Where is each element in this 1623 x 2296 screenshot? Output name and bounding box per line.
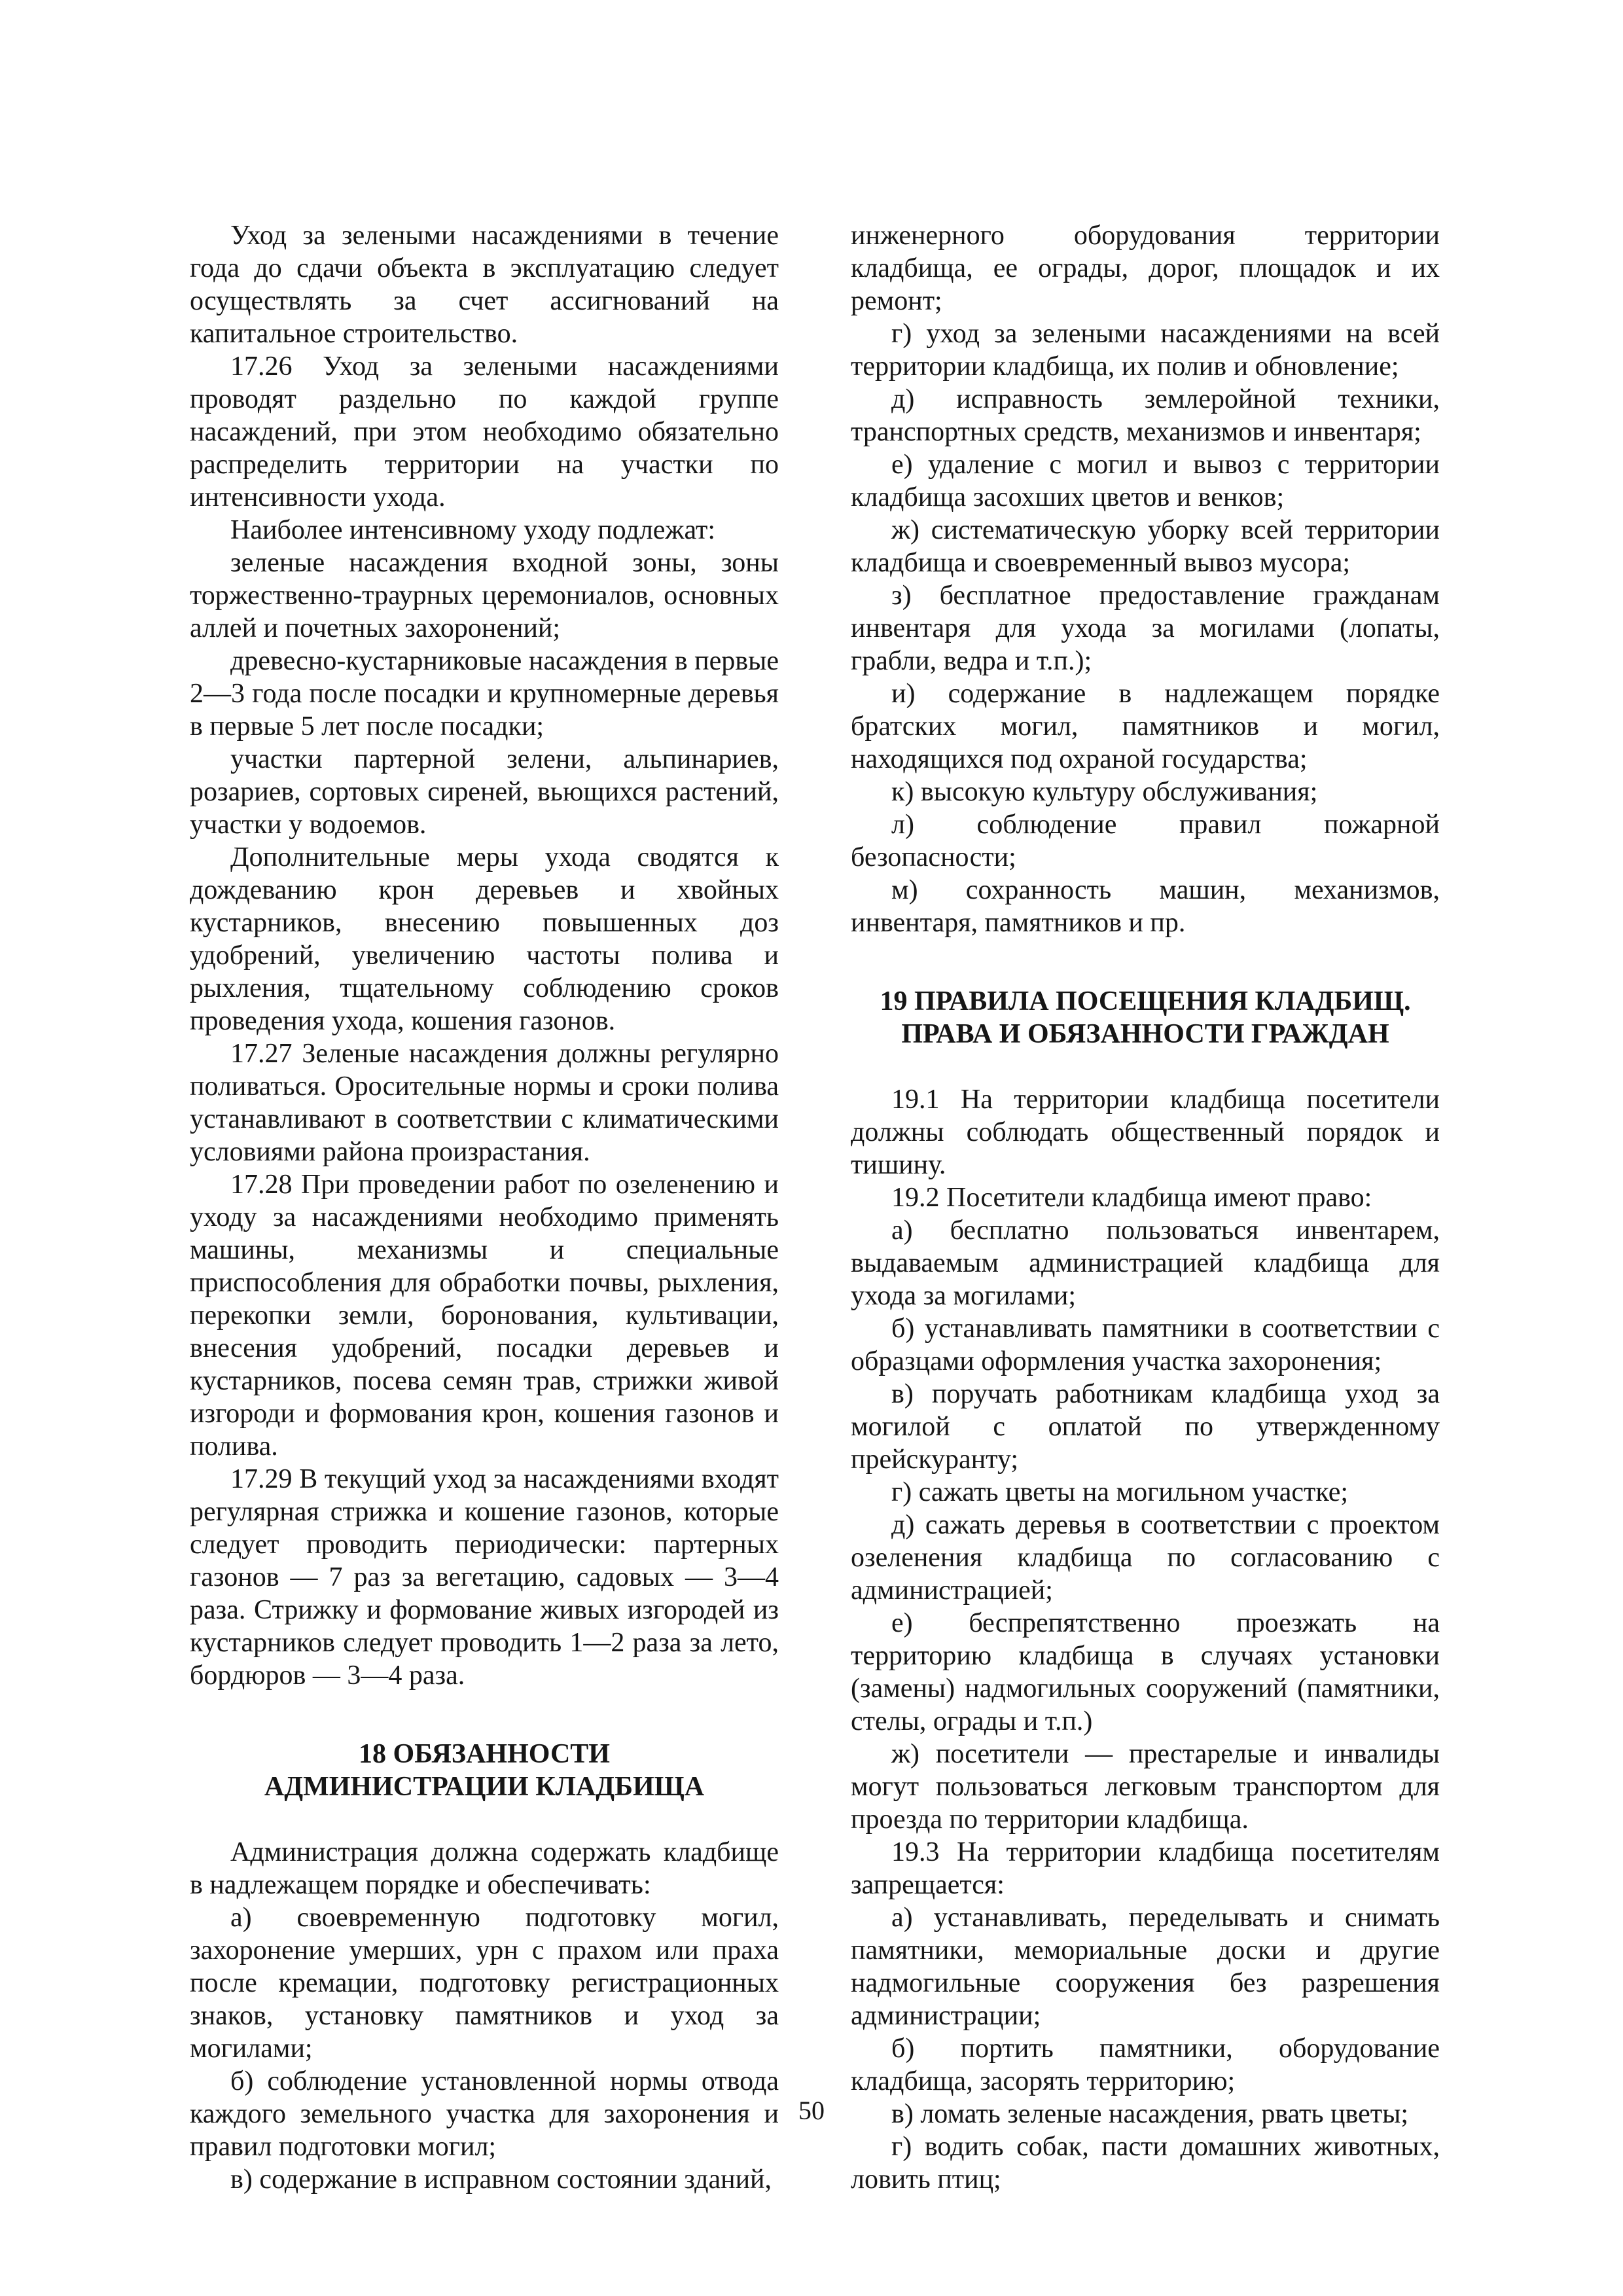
paragraph: м) сохранность машин, механизмов, инвентаря, памятников и пр. xyxy=(851,875,1440,938)
paragraph: б) соблюдение установленной нормы отвода каждого земельного участка для захоронения и правил подготовки могил; xyxy=(190,2066,779,2162)
paragraph: к) высокую культуру обслуживания; xyxy=(891,777,1318,807)
paragraph: б) портить памятники, оборудование кладбища, засорять территорию; xyxy=(851,2034,1440,2096)
paragraph: 19.2 Посетители кладбища имеют право: xyxy=(891,1183,1372,1213)
heading-line: АДМИНИСТРАЦИИ КЛАДБИЩА xyxy=(264,1772,705,1802)
paragraph: 17.27 Зеленые насаждения должны регулярно поливаться. Оросительные нормы и сроки полива устанавливают в соответствии с климатическими условиями района произрастания. xyxy=(190,1039,779,1167)
paragraph: 17.26 Уход за зелеными насаждениями проводят раздельно по каждой группе насаждений, при этом необходимо обязательно распределить территории на участки по интенсивности ухода. xyxy=(190,351,779,512)
heading-line: 18 ОБЯЗАННОСТИ xyxy=(359,1739,610,1769)
paragraph: 17.29 В текущий уход за насаждениями входят регулярная стрижка и кошение газонов, которые следует проводить периодически: партерных газонов — 7 раз за вегетацию, садовых — 3—4 раза. Стрижку и формование живых изгородей из кустарников следует проводить 1—2 раза за лето, бордюров — 3—4 раза. xyxy=(190,1464,779,1691)
paragraph: е) удаление с могил и вывоз с территории кладбища засохших цветов и венков; xyxy=(851,450,1440,512)
paragraph: Наиболее интенсивному уходу подлежат: xyxy=(230,515,716,545)
paragraph: и) содержание в надлежащем порядке братских могил, памятников и могил, находящихся под охраной государства; xyxy=(851,679,1440,774)
paragraph: 19.1 На территории кладбища посетители должны соблюдать общественный порядок и тишину. xyxy=(851,1085,1440,1180)
paragraph: а) бесплатно пользоваться инвентарем, выдаваемым администрацией кладбища для ухода за могилами; xyxy=(851,1215,1440,1311)
paragraph: г) уход за зелеными насаждениями на всей территории кладбища, их полив и обновление; xyxy=(851,319,1440,382)
right-column xyxy=(851,219,1440,2196)
paragraph: ж) систематическую уборку всей территории кладбища и своевременный вывоз мусора; xyxy=(851,515,1440,578)
paragraph: з) бесплатное предоставление гражданам инвентаря для ухода за могилами (лопаты, грабли, ведра и т.п.); xyxy=(851,581,1440,676)
paragraph: древесно-кустарниковые насаждения в первые 2—3 года после посадки и крупномерные деревья в первые 5 лет после посадки; xyxy=(190,646,779,742)
paragraph: Администрация должна содержать кладбище в надлежащем порядке и обеспечивать: xyxy=(190,1837,779,1900)
section-19-heading xyxy=(851,985,1440,1050)
paragraph: Дополнительные меры ухода сводятся к дождеванию крон деревьев и хвойных кустарников, внесению повышенных доз удобрений, увеличению частоты полива и рыхления, тщательному соблюдению сроков проведения ухода, кошения газонов. xyxy=(190,842,779,1036)
paragraph: зеленые насаждения входной зоны, зоны торжественно-траурных церемониалов, основных аллей и почетных захоронений; xyxy=(190,548,779,643)
heading-line: 19 ПРАВИЛА ПОСЕЩЕНИЯ КЛАДБИЩ. xyxy=(880,986,1411,1016)
paragraph: в) поручать работникам кладбища уход за могилой с оплатой по утвержденному прейскуранту; xyxy=(851,1379,1440,1475)
paragraph: инженерного оборудования территории кладбища, ее ограды, дорог, площадок и их ремонт; xyxy=(851,221,1440,316)
paragraph: а) своевременную подготовку могил, захоронение умерших, урн с прахом или праха после кремации, подготовку регистрационных знаков, установку памятников и уход за могилами; xyxy=(190,1903,779,2064)
paragraph: д) сажать деревья в соответствии с проектом озеленения кладбища по согласованию с администрацией; xyxy=(851,1510,1440,1605)
paragraph: ж) посетители — престарелые и инвалиды могут пользоваться легковым транспортом для проезда по территории кладбища. xyxy=(851,1739,1440,1835)
paragraph: г) сажать цветы на могильном участке; xyxy=(891,1477,1349,1507)
paragraph: 17.28 При проведении работ по озеленению и уходу за насаждениями необходимо применять машины, механизмы и специальные приспособления для обработки почвы, рыхления, перекопки земли, боронования, культивации, внесения удобрений, посадки деревьев и кустарников, посева семян трав, стрижки живой изгороди и формования крон, кошения газонов и полива. xyxy=(190,1170,779,1462)
paragraph: в) ломать зеленые насаждения, рвать цветы; xyxy=(891,2099,1409,2129)
paragraph: 19.3 На территории кладбища посетителям запрещается: xyxy=(851,1837,1440,1900)
paragraph: участки партерной зелени, альпинариев, розариев, сортовых сиреней, вьющихся растений, участки у водоемов. xyxy=(190,744,779,840)
paragraph: д) исправность землеройной техники, транспортных средств, механизмов и инвентаря; xyxy=(851,384,1440,447)
paragraph: Уход за зелеными насаждениями в течение года до сдачи объекта в эксплуатацию следует осуществлять за счет ассигнований на капитальное строительство. xyxy=(190,221,779,349)
section-18-heading xyxy=(190,1738,779,1803)
left-column xyxy=(190,219,779,2196)
paragraph: в) содержание в исправном состоянии зданий, xyxy=(230,2164,772,2195)
paragraph: е) беспрепятственно проезжать на территорию кладбища в случаях установки (замены) надмогильных сооружений (памятники, стелы, ограды и т.п.) xyxy=(851,1608,1440,1736)
heading-line: ПРАВА И ОБЯЗАННОСТИ ГРАЖДАН xyxy=(901,1019,1389,1049)
paragraph: г) водить собак, пасти домашних животных, ловить птиц; xyxy=(851,2132,1440,2195)
paragraph: л) соблюдение правил пожарной безопасности; xyxy=(851,810,1440,872)
page-number: 50 xyxy=(798,2096,825,2125)
paragraph: б) устанавливать памятники в соответствии с образцами оформления участка захоронения; xyxy=(851,1314,1440,1376)
paragraph: а) устанавливать, переделывать и снимать памятники, мемориальные доски и другие надмогильные сооружения без разрешения администрации; xyxy=(851,1903,1440,2031)
